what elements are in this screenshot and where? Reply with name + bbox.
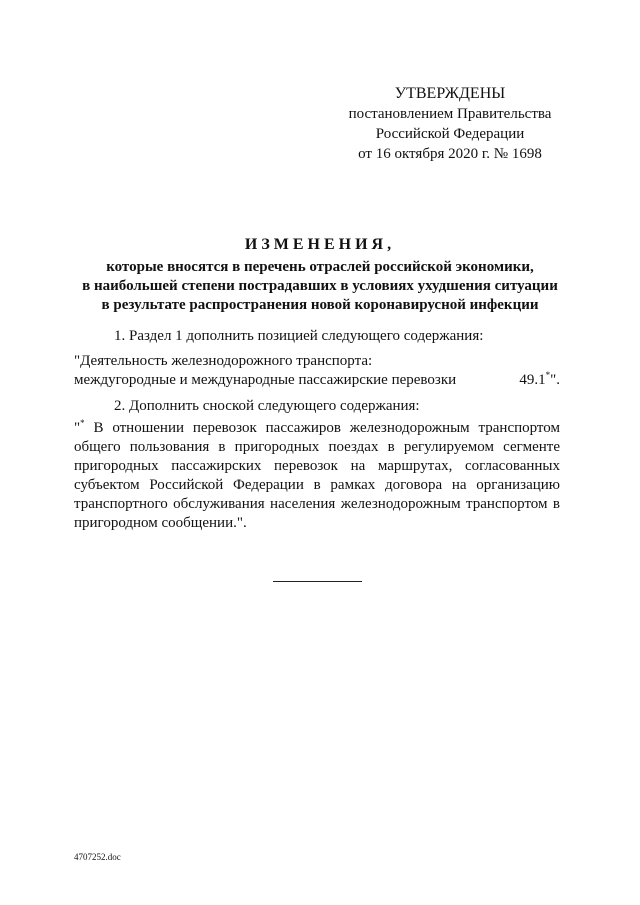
approval-heading: УТВЕРЖДЕНЫ xyxy=(394,85,506,102)
closing-separator xyxy=(273,581,362,582)
document-id: 4707252.doc xyxy=(74,852,121,862)
approval-line-2: Российской Федерации xyxy=(375,126,525,142)
item-2-paragraph: 2. Дополнить сноской следующего содержания: xyxy=(114,398,420,414)
approval-line-3: от 16 октября 2020 г. № 1698 xyxy=(358,146,542,162)
activity-line-2: междугородные и международные пассажирские перевозки xyxy=(74,372,457,388)
footnote-paragraph: "* В отношении перевозок пассажиров железнодорожным транспортом общего пользования в пригородных поездах в регулируемом сегменте пригородных пассажирских перевозок на маршрутах, согласованных субъектом Российской Федерации в рамках договора на организацию транспортного обслуживания населения железнодорожным транспортом в пригородном сообщении.". xyxy=(74,418,560,531)
activity-code: 49.1*". xyxy=(519,370,560,388)
footnote-text: В отношении перевозок пассажиров железнодорожным транспортом общего пользования в пригородных поездах в регулируемом сегменте пригородных пассажирских перевозок на маршрутах, согласованных субъектом Российской Федерации в рамках договора на организацию транспортного обслуживания населения железнодорожным транспортом в пригородном сообщении.". xyxy=(74,420,560,531)
title-line-3: в результате распространения новой коронавирусной инфекции xyxy=(101,297,539,313)
activity-entry xyxy=(74,352,560,390)
title-line-1: которые вносятся в перечень отраслей российской экономики, xyxy=(106,259,534,275)
activity-line-1: "Деятельность железнодорожного транспорта: xyxy=(74,353,373,369)
approval-stamp xyxy=(340,84,560,164)
title-line-2: в наибольшей степени пострадавших в условиях ухудшения ситуации xyxy=(82,278,558,294)
activity-row xyxy=(74,371,560,390)
document-title xyxy=(60,236,580,315)
title-heading: ИЗМЕНЕНИЯ, xyxy=(244,236,396,253)
approval-line-1: постановлением Правительства xyxy=(348,106,552,122)
item-1-paragraph: 1. Раздел 1 дополнить позицией следующего содержания: xyxy=(114,328,484,344)
